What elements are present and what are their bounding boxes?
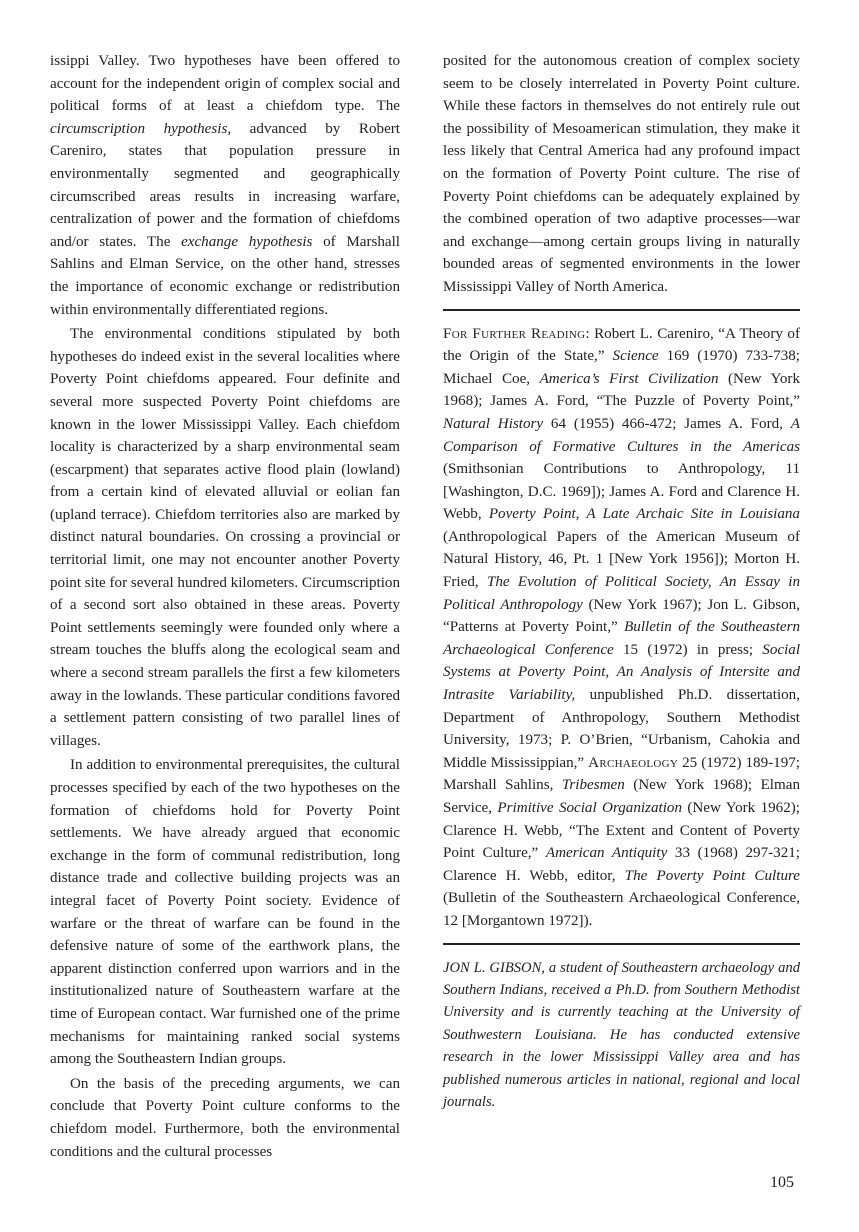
small-caps-text: For Further Reading [443, 325, 586, 342]
italic-text: Poverty Point, A Late Archaic Site in Louisiana [488, 506, 800, 523]
text-run: posited for the autonomous creation of complex society seem to be closely interrelated in Poverty Point culture. While these factors in themselves do not entirely rule out the possibility of Mesoamerican stimulation, they make it less likely that Central America had any profound impact on the formation of Poverty Point culture. The rise of Poverty Point chiefdoms can be adequately explained by the combined operation of two adaptive processes—war and exchange—among certain groups living in naturally bounded areas of segmented environments in the lower Mississippi Valley of North America. [443, 53, 800, 295]
text-run: (Anthropological Papers of the American Museum of Natural History, 46, Pt. 1 [New York 1956]); Morton H. Fried, [443, 528, 800, 591]
small-caps-text: Archaeology [588, 754, 679, 771]
italic-text: exchange hypothesis [181, 233, 313, 250]
text-run: In addition to environmental prerequisites, the cultural processes specified by each of the two hypotheses on the formation of chiefdoms hold for Poverty Point settlements. We have already argued that economic exchange in the form of communal redistribution, long distance trade and collective building projects was an integral facet of Poverty Point society. Evidence of warfare or the threat of warfare can be found in the defensive nature of some of the earthwork plans, the apparent distinction conferred upon warriors and in the institutionalized nature of Southeastern warfare at the time of European contact. War furnished one of the prime mechanisms for maintaining ranked social systems among the Southeastern Indian groups. [50, 757, 400, 1068]
text-run: (Bulletin of the Southeastern Archaeological Conference, 12 [Morgantown 1972]). [443, 890, 800, 929]
italic-text: circumscription hypothesis, [50, 120, 232, 137]
italic-text: The Poverty Point Culture [624, 867, 800, 884]
text-run: : Robert L. Careniro, “A Theory of the Origin of the State,” [443, 325, 800, 365]
italic-text: American Antiquity [545, 845, 668, 862]
italic-text: The Evolution of Political Society, An Essay in Political Anthropology [443, 574, 800, 613]
left-column [50, 50, 400, 1163]
text-run: 15 (1972) in press; [613, 641, 763, 658]
paragraph [443, 50, 800, 299]
text-run: JON L. GIBSON, a student of Southeastern archaeology and Southern Indians, received a Ph.D. from Southern Methodist University and is currently teaching at the University of Southwestern Louisiana. He has conducted extensive research in the lower Mississippi Valley area and has published numerous articles in national, regional and local journals. [443, 959, 800, 1110]
text-run: (New York 1962); Clarence H. Webb, “The Extent and Content of Poverty Point Culture,” [443, 800, 800, 862]
text-run: On the basis of the preceding arguments, we can conclude that Poverty Point culture conforms to the chiefdom model. Furthermore, both the environmental conditions and the cultural processes [50, 1075, 400, 1160]
paragraph [50, 754, 400, 1070]
section-divider [443, 943, 800, 945]
text-run: of Marshall Sahlins and Elman Service, on the other hand, stresses the importance of economic exchange or redistribution within environmentally differentiated regions. [50, 233, 400, 318]
text-run: advanced by Robert Careniro, states that population pressure in environmentally segmented and geographically circumscribed areas results in increasing warfare, centralization of power and the formation of chiefdoms and/or states. The [50, 120, 400, 250]
text-run: (New York 1967); Jon L. Gibson, “Patterns at Poverty Point,” [443, 596, 800, 636]
page-number: 105 [770, 1174, 794, 1191]
italic-text: America’s First Civilization [539, 370, 719, 387]
author-bio [443, 957, 800, 1114]
text-run: issippi Valley. Two hypotheses have been offered to account for the independent origin of complex social and political forms of at least a chiefdom type. The [50, 53, 400, 115]
text-run: 33 (1968) 297-321; Clarence H. Webb, editor, [443, 845, 800, 884]
italic-text: Science [612, 348, 659, 365]
further-reading [443, 323, 800, 933]
text-run: (New York 1968); James A. Ford, “The Puzzle of Poverty Point,” [443, 370, 801, 410]
paragraph [50, 323, 400, 752]
text-run: 169 (1970) 733-738; Michael Coe, [443, 348, 800, 387]
paragraph [50, 1073, 400, 1163]
text-run: (Smithsonian Contributions to Anthropology, 11 [Washington, D.C. 1969]); James A. Ford and Clarence H. Webb, [443, 461, 800, 523]
section-divider [443, 309, 800, 311]
text-run: The environmental conditions stipulated by both hypotheses do indeed exist in the several localities where Poverty Point chiefdoms appeared. Four definite and several more suspected Poverty Point chiefdoms are known in the lower Mississippi Valley. Each chiefdom locality is characterized by a sharp environmental seam (escarpment) that separates active flood plain (lowland) from a certain kind of elevated alluvial or eolian fan (upland terrace). Chiefdom territories also are marked by distinct natural boundaries. On crossing a provincial or territorial limit, one may not encounter another Poverty point site for several hundred kilometers. Circumscription of a second sort also obtained in these areas. Poverty Point settlements seemingly were founded only where a stream touches the bluffs along the ecological seam and where a second stream parallels the first a few kilometers away in the lowlands. These particular conditions favored a settlement pattern consisting of two parallel lines of villages. [50, 326, 401, 749]
paragraph [50, 50, 400, 321]
right-column [443, 50, 800, 1113]
text-run: (New York 1968); Elman Service, [443, 777, 800, 816]
italic-text: A Comparison of Formative Cultures in the Americas [443, 415, 801, 455]
text-run: unpublished Ph.D. dissertation, Department of Anthropology, Southern Methodist University, 1973; P. O’Brien, “Urbanism, Cahokia and Middle Mississippian,” [443, 687, 801, 771]
italic-text: Natural History [443, 415, 544, 432]
italic-text: Tribesmen [561, 777, 625, 794]
italic-text: Bulletin of the Southeastern Archaeological Conference [443, 619, 800, 658]
text-run: 25 (1972) 189-197; Marshall Sahlins, [443, 754, 801, 794]
italic-text: Social Systems at Poverty Point, An Analysis of Intersite and Intrasite Variability, [443, 641, 801, 704]
italic-text: Primitive Social Organization [497, 800, 682, 816]
text-run: 64 (1955) 466-472; James A. Ford, [543, 415, 791, 432]
